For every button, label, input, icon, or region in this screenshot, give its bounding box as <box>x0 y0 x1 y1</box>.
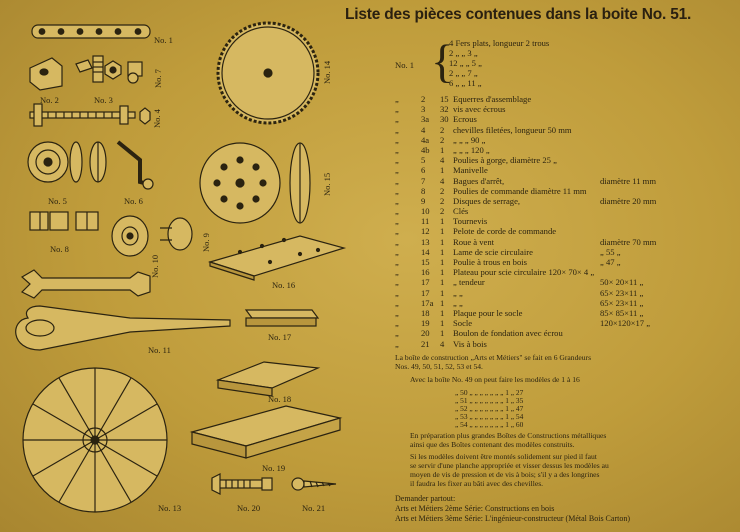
item-description: Ecrous <box>453 114 477 125</box>
item-dimension: 65× 23×11 „ <box>600 297 644 308</box>
item-description: Disques de serrage, <box>453 195 521 206</box>
item-quantity: 1 <box>440 297 445 308</box>
figure-label-no10: No. 10 <box>150 254 160 278</box>
item-number: 17a <box>421 297 434 308</box>
item-description: Lame de scie circulaire <box>453 246 533 257</box>
parts-list-row <box>395 308 735 318</box>
item-description: Socle <box>453 318 473 329</box>
item-quantity: 4 <box>440 155 445 166</box>
footer-ask: Demander partout: <box>395 494 456 503</box>
item-description: Plateau pour scie circulaire 120× 70× 4 „ <box>453 267 595 278</box>
note-line: Si les modèles doivent être montés solidement sur pied il faut <box>410 452 597 461</box>
item-number: 12 <box>421 226 430 237</box>
note-line: En préparation plus grandes Boîtes de Constructions métalliques <box>410 431 607 440</box>
item-description: Tournevis <box>453 216 488 227</box>
item-dimension: „ 47 „ <box>600 257 621 267</box>
figure-label-no7: No. 7 <box>153 69 163 88</box>
parts-list-row <box>395 94 735 104</box>
item-description: vis avec écrous <box>453 104 506 115</box>
tensioner-drawing <box>246 310 318 326</box>
item-number: 10 <box>421 206 430 217</box>
item-number: 6 <box>421 165 426 176</box>
note-sizes <box>395 353 591 371</box>
parts-list <box>395 94 735 349</box>
figure-label-no21: No. 21 <box>302 503 326 513</box>
item-dimension: 50× 20×11 „ <box>600 277 644 288</box>
item-ditto: „ <box>395 246 399 257</box>
saw-blade-drawing <box>218 23 318 123</box>
item-quantity: 1 <box>440 226 445 237</box>
item-quantity: 2 <box>440 134 445 145</box>
item-number: 16 <box>421 267 430 278</box>
item-ditto: „ <box>395 195 399 206</box>
item-quantity: 1 <box>440 277 445 288</box>
item-number: 9 <box>421 195 426 206</box>
angle-bracket-drawing <box>30 58 62 90</box>
parts-list-row <box>395 216 735 226</box>
figure-label-no18: No. 18 <box>268 394 292 404</box>
item-number: 3a <box>421 114 430 125</box>
item-description: Roue à vent <box>453 236 495 247</box>
item-description: Plaque pour le socle <box>453 307 523 318</box>
item-quantity: 1 <box>440 318 445 329</box>
group-brace: { <box>431 36 454 88</box>
parts-list-row <box>395 155 735 165</box>
item-description: Boulon de fondation avec écrou <box>453 328 563 339</box>
figure-label-no15: No. 15 <box>322 172 332 196</box>
saw-plate-drawing <box>210 236 344 280</box>
parts-list-row <box>395 145 735 155</box>
item-description: Equerres d'assemblage <box>453 94 532 104</box>
note-line: ainsi que des Boîtes contenant des modèles construits. <box>410 440 575 449</box>
footer-series-3: Arts et Métiers 3ème Série: L'ingénieur-constructeur (Métal Bois Carton) <box>395 514 630 523</box>
parts-list-row <box>395 104 735 114</box>
parts-list-row <box>395 257 735 267</box>
group-line: 4 Fers plats, longueur 2 trous <box>449 38 550 48</box>
item-number: 19 <box>421 318 430 329</box>
item-quantity: 2 <box>440 206 445 217</box>
figure-label-no17: No. 17 <box>268 332 292 342</box>
footer-series-2: Arts et Métiers 2ème Série: Constructions en bois <box>395 504 555 513</box>
group-line: 6 „ „ 11 „ <box>449 78 482 88</box>
item-quantity: 2 <box>440 124 445 135</box>
item-description: „ „ <box>453 297 463 308</box>
item-quantity: 1 <box>440 307 445 318</box>
item-number: 21 <box>421 338 430 349</box>
parts-list-row <box>395 226 735 236</box>
parts-list-row <box>395 298 735 308</box>
parts-list-row <box>395 114 735 124</box>
figure-label-no9: No. 9 <box>201 233 211 252</box>
item-ditto: „ <box>395 216 399 227</box>
item-ditto: „ <box>395 175 399 186</box>
item-ditto: „ <box>395 185 399 196</box>
clamping-discs-drawing <box>112 216 192 256</box>
figure-label-no14: No. 14 <box>322 60 332 84</box>
item-number: 7 <box>421 175 426 186</box>
wood-screw-drawing <box>292 478 336 490</box>
item-description: Poulies de commande diamètre 11 mm <box>453 185 587 196</box>
group-line: 2 „ „ 7 „ <box>449 68 478 78</box>
item-quantity: 1 <box>440 287 445 298</box>
item-ditto: „ <box>395 165 399 176</box>
item-description: Poulie à trous en bois <box>453 257 527 267</box>
item-number: 4a <box>421 134 430 145</box>
item-description: Clés <box>453 206 469 217</box>
figure-label-no5: No. 5 <box>48 196 67 206</box>
item-ditto: „ <box>395 267 399 278</box>
parts-list-row <box>395 165 735 175</box>
item-quantity: 1 <box>440 165 445 176</box>
item-description: Poulies à gorge, diamètre 25 „ <box>453 155 557 166</box>
item-number: 4 <box>421 124 426 135</box>
parts-list-row <box>395 277 735 287</box>
flat-bar-drawing <box>32 25 150 38</box>
note-line: moyen de vis de pression et de vis à bois; s'il y a des longrines <box>410 470 600 479</box>
parts-list-row <box>395 125 735 135</box>
item-quantity: 4 <box>440 338 445 349</box>
group-line: 2 „ „ 3 „ <box>449 48 478 58</box>
parts-list-row <box>395 237 735 247</box>
item-dimension: 85× 85×11 „ <box>600 307 644 318</box>
item-ditto: „ <box>395 318 399 329</box>
parts-list-row <box>395 176 735 186</box>
parts-list-row <box>395 328 735 338</box>
item-description: „ „ „ 90 „ <box>453 134 486 145</box>
item-ditto: „ <box>395 124 399 135</box>
parts-list-row <box>395 206 735 216</box>
parts-list-row <box>395 318 735 328</box>
note-line: Nos. 49, 50, 51, 52, 53 et 54. <box>395 362 483 371</box>
screwdriver-drawing <box>16 306 230 350</box>
note-models-intro: Avec la boîte No. 49 on peut faire les modèles de 1 à 16 <box>410 375 580 384</box>
figure-label-no13: No. 13 <box>158 503 182 513</box>
figure-label-no4: No. 4 <box>152 109 162 128</box>
parts-list-row <box>395 135 735 145</box>
figure-label-no11: No. 11 <box>148 345 171 355</box>
drive-pulleys-drawing <box>30 212 98 230</box>
parts-list-row <box>395 247 735 257</box>
item-number: 17 <box>421 277 430 288</box>
wind-wheel-drawing <box>23 368 167 512</box>
item-number: 8 <box>421 185 426 196</box>
item-dimension: 120×120×17 „ <box>600 318 651 329</box>
item-description: Pelote de corde de commande <box>453 226 557 237</box>
figure-label-no6: No. 6 <box>124 196 143 206</box>
item-ditto: „ <box>395 134 399 145</box>
item-ditto: „ <box>395 94 399 104</box>
item-number: 5 <box>421 155 426 166</box>
item-ditto: „ <box>395 226 399 237</box>
item-ditto: „ <box>395 236 399 247</box>
item-ditto: „ <box>395 155 399 166</box>
item-ditto: „ <box>395 144 399 155</box>
models-table <box>455 389 523 429</box>
item-dimension: diamètre 11 mm <box>600 175 657 186</box>
item-ditto: „ <box>395 297 399 308</box>
item-quantity: 2 <box>440 195 445 206</box>
parts-list-row <box>395 267 735 277</box>
page-title: Liste des pièces contenues dans la boite No. 51. <box>345 6 692 23</box>
note-line: La boîte de construction „Arts et Métiers" se fait en 6 Grandeurs <box>395 353 592 362</box>
item-number: 2 <box>421 94 426 104</box>
collars-drawing <box>128 73 138 83</box>
item-quantity: 2 <box>440 185 445 196</box>
item-ditto: „ <box>395 328 399 339</box>
note-line: il faudra les fixer au bâti avec des chevilles. <box>410 479 544 488</box>
item-description: „ tendeur <box>453 277 485 288</box>
parts-list-row <box>395 186 735 196</box>
models-row: „ 54 „ „ „ „ „ „ „ 1 „ 60 <box>455 420 524 429</box>
note-line: se servir d'une planche appropriée et visser dessus les modèles au <box>410 461 609 470</box>
item-quantity: 1 <box>440 144 445 155</box>
item-ditto: „ <box>395 287 399 298</box>
note-preparation <box>410 431 606 449</box>
item-dimension: diamètre 20 mm <box>600 195 657 206</box>
item-dimension: „ 55 „ <box>600 246 621 257</box>
item-ditto: „ <box>395 257 399 267</box>
parts-list-row <box>395 196 735 206</box>
item-ditto: „ <box>395 114 399 125</box>
item-number: 13 <box>421 236 430 247</box>
item-number: 4b <box>421 144 430 155</box>
figure-label-no3: No. 3 <box>94 95 113 105</box>
figure-label-no2: No. 2 <box>40 95 59 105</box>
figure-label-no19: No. 19 <box>262 463 286 473</box>
item-number: 15 <box>421 257 430 267</box>
item-quantity: 1 <box>440 267 445 278</box>
item-quantity: 1 <box>440 216 445 227</box>
threaded-rod-drawing <box>30 104 150 126</box>
parts-list-row <box>395 288 735 298</box>
models-row: „ 51 „ „ „ „ „ „ „ 1 „ 35 <box>455 396 524 405</box>
foundation-bolt-drawing <box>212 474 272 494</box>
item-description: „ „ „ 120 „ <box>453 144 490 155</box>
item-dimension: diamètre 70 mm <box>600 236 657 247</box>
item-description: „ „ <box>453 287 463 298</box>
figure-label-no16: No. 16 <box>272 280 296 290</box>
wrench-drawing <box>22 270 150 298</box>
grooved-pulley-drawing <box>28 142 106 182</box>
item-description: Bagues d'arrêt, <box>453 175 505 186</box>
item-number: 18 <box>421 307 430 318</box>
item-ditto: „ <box>395 277 399 288</box>
item-quantity: 30 <box>440 114 449 125</box>
figure-label-no8: No. 8 <box>50 244 69 254</box>
item-dimension: 65× 23×11 „ <box>600 287 644 298</box>
item-quantity: 32 <box>440 104 449 115</box>
figure-label-no1: No. 1 <box>154 35 173 45</box>
item-ditto: „ <box>395 307 399 318</box>
base-plate-drawing <box>218 362 318 396</box>
models-row: „ 50 „ „ „ „ „ „ „ 1 „ 27 <box>455 388 524 397</box>
item-number: 17 <box>421 287 430 298</box>
wood-pulley-drawing <box>200 143 310 223</box>
item-quantity: 4 <box>440 175 445 186</box>
item-ditto: „ <box>395 338 399 349</box>
figure-label-no20: No. 20 <box>237 503 261 513</box>
models-row: „ 52 „ „ „ „ „ „ „ 1 „ 47 <box>455 404 524 413</box>
item-description: chevilles filetées, longueur 50 mm <box>453 124 572 135</box>
item-ditto: „ <box>395 206 399 217</box>
item-number: 14 <box>421 246 430 257</box>
item-number: 20 <box>421 328 430 339</box>
item-description: Vis à bois <box>453 338 487 349</box>
parts-list-row <box>395 339 735 349</box>
item-number: 3 <box>421 104 426 115</box>
socle-drawing <box>192 406 340 458</box>
item-quantity: 1 <box>440 246 445 257</box>
footer-series <box>395 494 630 524</box>
group-line: 12 „ „ 5 „ <box>449 58 482 68</box>
item-ditto: „ <box>395 104 399 115</box>
item-quantity: 1 <box>440 328 445 339</box>
item-quantity: 1 <box>440 257 445 267</box>
item-quantity: 1 <box>440 236 445 247</box>
group-prefix: No. 1 <box>395 60 415 70</box>
item-description: Manivelle <box>453 165 488 176</box>
item-quantity: 15 <box>440 94 449 104</box>
note-mounting <box>410 452 609 488</box>
models-row: „ 53 „ „ „ „ „ „ „ 1 „ 54 <box>455 412 524 421</box>
item-number: 11 <box>421 216 430 227</box>
crank-drawing <box>118 142 153 189</box>
